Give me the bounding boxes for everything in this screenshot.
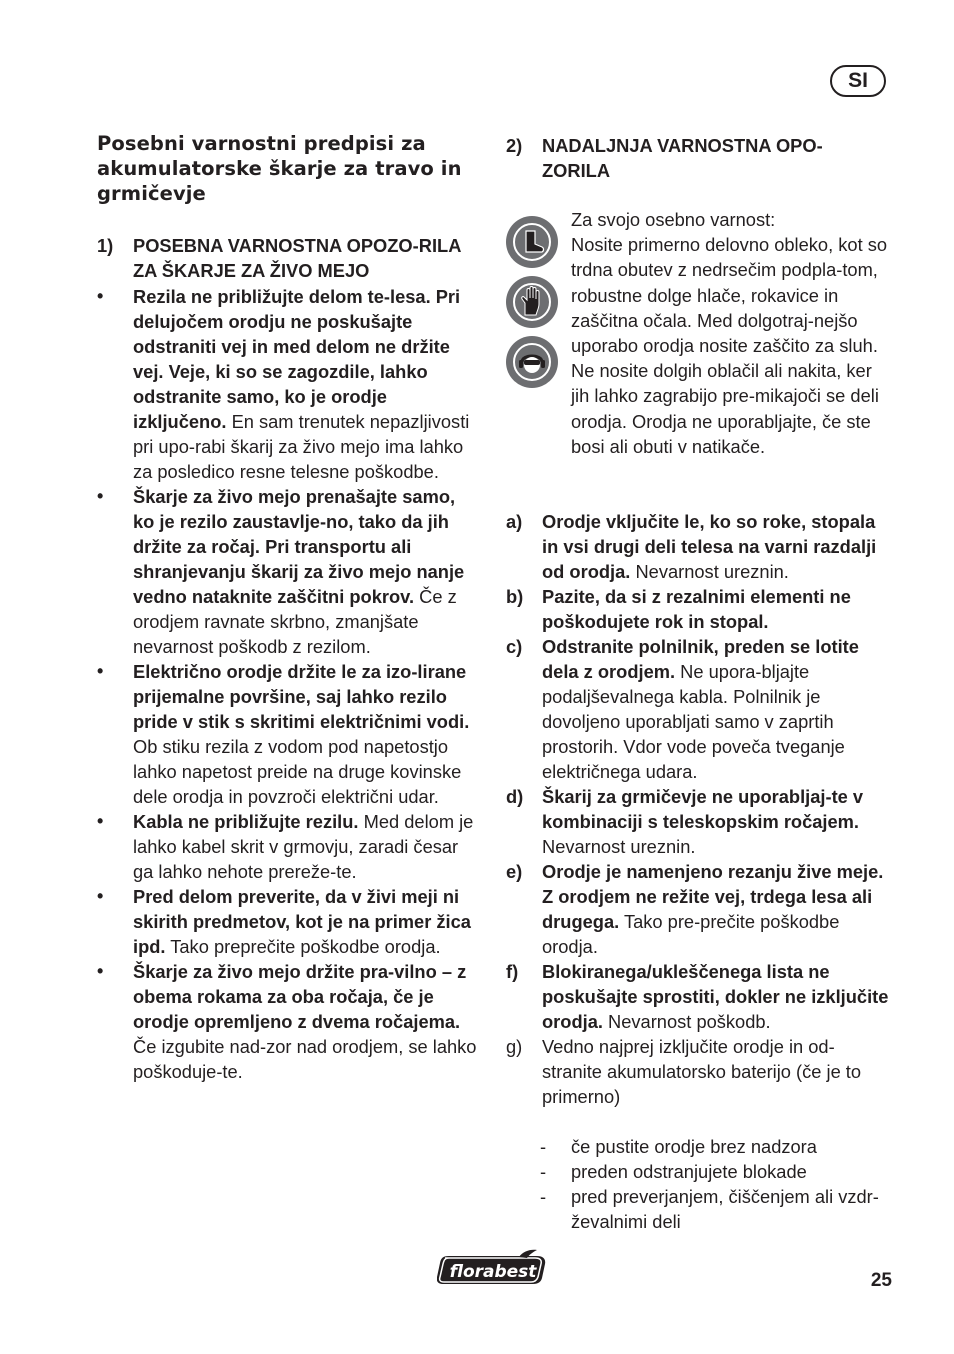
logo-text: florabest [449, 1262, 537, 1282]
boot-icon [506, 216, 558, 268]
list-item [506, 959, 891, 1034]
list-item [97, 809, 479, 884]
section-1-list [97, 284, 479, 1084]
section-1-title: POSEBNA VARNOSTNA OPOZO-RILA ZA ŠKARJE ZA ŽIVO MEJO [133, 235, 461, 281]
safety-icons [506, 216, 560, 396]
sub-list-marker: - [540, 1161, 547, 1182]
list-marker: • [97, 811, 104, 831]
list-marker: g) [506, 1036, 523, 1057]
list-item [506, 584, 891, 634]
sub-list-item [540, 1134, 895, 1159]
language-badge: SI [830, 65, 886, 97]
florabest-logo [437, 1248, 549, 1288]
list-item [506, 634, 891, 784]
list-item-body [133, 959, 479, 1084]
section-1-heading [97, 233, 487, 283]
sub-list-text: preden odstranjujete blokade [571, 1161, 807, 1182]
list-marker: • [97, 661, 104, 681]
glove-icon [506, 276, 558, 328]
list-marker: c) [506, 636, 523, 657]
list-item-text: Nevarnost ureznin. [635, 561, 789, 582]
list-item-text: Če izgubite nad-zor nad orodjem, se lahko poškoduje-te. [133, 1036, 477, 1082]
list-marker: b) [506, 586, 524, 607]
sub-list-marker: - [540, 1136, 547, 1157]
list-marker: • [97, 961, 104, 981]
list-item-body [542, 634, 891, 784]
list-marker: a) [506, 511, 523, 532]
sub-list-text: pred preverjanjem, čiščenjem ali vzdr-ževalnimi deli [571, 1186, 879, 1232]
list-item-text: Če z orodjem ravnate skrbno, zmanjšate nevarnost poškodb z rezilom. [133, 586, 457, 657]
list-item-emphasis: Škarje za živo mejo prenašajte samo, ko je rezilo zaustavlje-no, tako da jih držite za ročaj. Pri transportu ali shranjevanju škarij za živo mejo nanje vedno nataknite zaščitni pokrov. [133, 486, 465, 607]
list-item-text: Med delom je lahko kabel skrit v grmovju, zaradi česar ga lahko nehote prereže-te. [133, 811, 474, 882]
list-item-body [542, 859, 891, 959]
list-item-body [542, 509, 891, 584]
personal-safety-block [571, 207, 891, 459]
list-item-emphasis: Škarij za grmičevje ne uporabljaj-te v kombinaciji s teleskopskim ročajem. [542, 786, 864, 832]
section-2-list [506, 509, 891, 1109]
list-item-body [542, 959, 891, 1034]
list-marker: e) [506, 861, 523, 882]
list-item-text: Nevarnost ureznin. [542, 836, 696, 857]
list-item [506, 859, 891, 959]
section-2-heading [506, 133, 886, 183]
list-item-emphasis: Orodje vključite le, ko so roke, stopala in vsi drugi deli telesa na varni razdalji od orodja. [542, 511, 877, 582]
list-item-text: Tako preprečite poškodbe orodja. [170, 936, 441, 957]
section-1-number: 1) [97, 235, 114, 256]
list-item [97, 884, 479, 959]
section-2-number: 2) [506, 135, 523, 156]
face-protection-icon [506, 336, 558, 388]
list-item-emphasis: Kabla ne približujte rezilu. [133, 811, 359, 832]
list-item-emphasis: Pazite, da si z rezalnimi elementi ne poškodujete rok in stopal. [542, 586, 851, 632]
list-item-emphasis: Orodje je namenjeno rezanju žive meje. Z orodjem ne režite vej, trdega lesa ali drugega. [542, 861, 884, 932]
list-item-body [133, 284, 479, 484]
list-item-text: Ob stiku rezila z vodom pod napetostjo lahko napetost preide na druge kovinske dele orodja in povzroči električni udar. [133, 736, 462, 807]
sub-list-item [540, 1184, 895, 1234]
list-item-text: En sam trenutek nepazljivosti pri upo-rabi škarij za živo mejo ima lahko za posledico resne telesne poškodbe. [133, 411, 470, 482]
list-item-text: Nevarnost poškodb. [608, 1011, 771, 1032]
sub-list-marker: - [540, 1186, 547, 1207]
list-item-emphasis: Rezila ne približujte delom te-lesa. Pri delujočem orodju ne poskušajte odstraniti vej in med delom ne držite vej. Veje, ki so se zagozdile, lahko odstranite samo, ko je orodje izključeno. [133, 286, 461, 432]
list-item-emphasis: Električno orodje držite le za izo-lirane prijemalne površine, saj lahko rezilo pride v stik s skritimi električnimi vodi. [133, 661, 470, 732]
list-marker: d) [506, 786, 524, 807]
list-item-body [542, 1034, 891, 1109]
page-number: 25 [870, 1270, 892, 1291]
list-item [506, 509, 891, 584]
list-item [97, 659, 479, 809]
section-2-title: NADALJNJA VARNOSTNA OPO-ZORILA [542, 135, 823, 181]
list-item-body [133, 484, 479, 659]
list-item [506, 784, 891, 859]
list-marker: • [97, 286, 104, 306]
list-item-text: Vedno najprej izključite orodje in od-stranite akumulatorsko baterijo (če je to primerno) [542, 1036, 862, 1107]
list-item-emphasis: Blokiranega/ukleščenega lista ne poskušajte sprostiti, dokler ne izključite orodja. [542, 961, 889, 1032]
personal-safety-title: Za svojo osebno varnost: [571, 209, 776, 230]
list-item-emphasis: Pred delom preverite, da v živi meji ni skirith predmetov, kot je na primer žica ipd. [133, 886, 471, 957]
list-item-text: Ne upora-bljajte podaljševalnega kabla. Polnilnik je dovoljeno uporabljati samo v zaprtih prostorih. Vdor vode poveča tveganje električnega udara. [542, 661, 845, 782]
list-item [97, 484, 479, 659]
sub-list-item [540, 1159, 895, 1184]
list-item [97, 959, 479, 1084]
page-title: Posebni varnostni predpisi za akumulatorske škarje za travo in grmičevje [97, 132, 462, 205]
list-item-emphasis: Škarje za živo mejo držite pra-vilno – z obema rokama za oba ročaja, če je orodje opremljeno z dvema ročajema. [133, 961, 467, 1032]
list-item [506, 1034, 891, 1109]
personal-safety-text: Nosite primerno delovno obleko, kot so trdna obutev z nedrsečim podpla-tom, robustne dolge hlače, rokavice in zaščitna očala. Med dolgotraj-nejšo uporabo orodja nosite zaščito za sluh. Ne nosite dolgih oblačil ali nakita, ker jih lahko zagrabijo pre-mikajoči se deli orodja. Orodja ne uporabljajte, če ste bosi ali obuti v natikače. [571, 234, 888, 457]
list-item [97, 284, 479, 484]
list-item-body [133, 884, 479, 959]
section-2-sub-list [540, 1134, 895, 1234]
list-marker: • [97, 886, 104, 906]
sub-list-text: če pustite orodje brez nadzora [571, 1136, 817, 1157]
list-item-text: Tako pre-prečite poškodbe orodja. [542, 911, 840, 957]
list-item-emphasis: Odstranite polnilnik, preden se lotite dela z orodjem. [542, 636, 859, 682]
list-item-body [133, 809, 479, 884]
list-marker: • [97, 486, 104, 506]
list-marker: f) [506, 961, 519, 982]
list-item-body [133, 659, 479, 809]
list-item-body [542, 584, 891, 634]
list-item-body [542, 784, 891, 859]
